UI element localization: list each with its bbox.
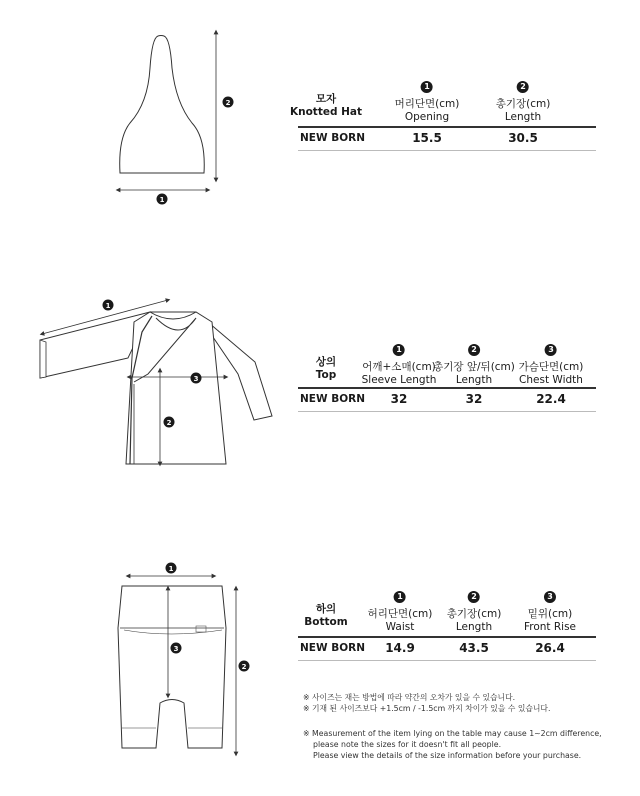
top-illustration	[30, 292, 285, 472]
hat-col-opening: 1 머리단면(cm) Opening	[394, 82, 460, 123]
svg-text:1: 1	[168, 565, 174, 573]
size-notes-korean	[303, 692, 550, 714]
top-col-sleeve: 1 어깨+소매(cm) Sleeve Length	[361, 345, 437, 386]
bottom-name: 하의 Bottom	[304, 603, 348, 628]
svg-text:1: 1	[105, 302, 111, 310]
svg-text:3: 3	[173, 645, 179, 653]
hat-size-table	[289, 74, 596, 154]
note-ko-2: ※ 기재 된 사이즈보다 +1.5cm / -1.5cm 까지 차이가 있을 수 있습니다.	[303, 704, 551, 713]
bottom-row-newborn: NEW BORN 14.9 43.5 26.4	[300, 641, 565, 655]
hat-diagram	[100, 28, 250, 208]
top-col-length: 2 총기장 앞/뒤(cm) Length	[433, 345, 515, 386]
note-en-1: ※ Measurement of the item lying on the table may cause 1~2cm difference,	[303, 729, 602, 738]
svg-text:1: 1	[159, 196, 165, 204]
hat-marker-1	[157, 194, 168, 205]
top-diagram	[30, 292, 285, 472]
bottom-diagram	[110, 558, 260, 768]
bottom-col-length: 2 총기장(cm) Length	[446, 592, 502, 633]
hat-name: 모자 Knotted Hat	[289, 93, 363, 118]
top-size-table	[298, 337, 596, 417]
hat-col-length: 2 총기장(cm) Length	[495, 82, 551, 123]
hat-row-newborn: NEW BORN 15.5 30.5	[300, 131, 538, 145]
bottom-marker-1	[166, 563, 177, 574]
bottom-col-rise: 3 밑위(cm) Front Rise	[523, 592, 577, 633]
note-en-2: please note the sizes for it doesn't fit all people.	[313, 740, 502, 749]
bottom-size-table	[298, 584, 596, 664]
svg-text:2: 2	[225, 99, 231, 107]
hat-illustration	[100, 28, 250, 208]
svg-text:2: 2	[166, 419, 172, 427]
top-marker-2	[164, 417, 175, 428]
top-marker-3	[191, 373, 202, 384]
svg-text:2: 2	[241, 663, 247, 671]
note-ko-1: ※ 사이즈는 재는 방법에 따라 약간의 오차가 있을 수 있습니다.	[303, 693, 516, 702]
top-col-chest: 3 가슴단면(cm) Chest Width	[518, 345, 584, 386]
top-name: 상의 Top	[315, 356, 337, 381]
top-row-newborn: NEW BORN 32 32 22.4	[300, 392, 566, 406]
svg-text:3: 3	[193, 375, 199, 383]
bottom-illustration	[110, 558, 260, 768]
top-marker-1	[103, 300, 114, 311]
bottom-marker-3	[171, 643, 182, 654]
hat-marker-2	[223, 97, 234, 108]
bottom-col-waist: 1 허리단면(cm) Waist	[367, 592, 433, 633]
note-en-3: Please view the details of the size information before your purchase.	[313, 751, 582, 760]
size-notes-english	[303, 728, 602, 761]
bottom-marker-2	[239, 661, 250, 672]
